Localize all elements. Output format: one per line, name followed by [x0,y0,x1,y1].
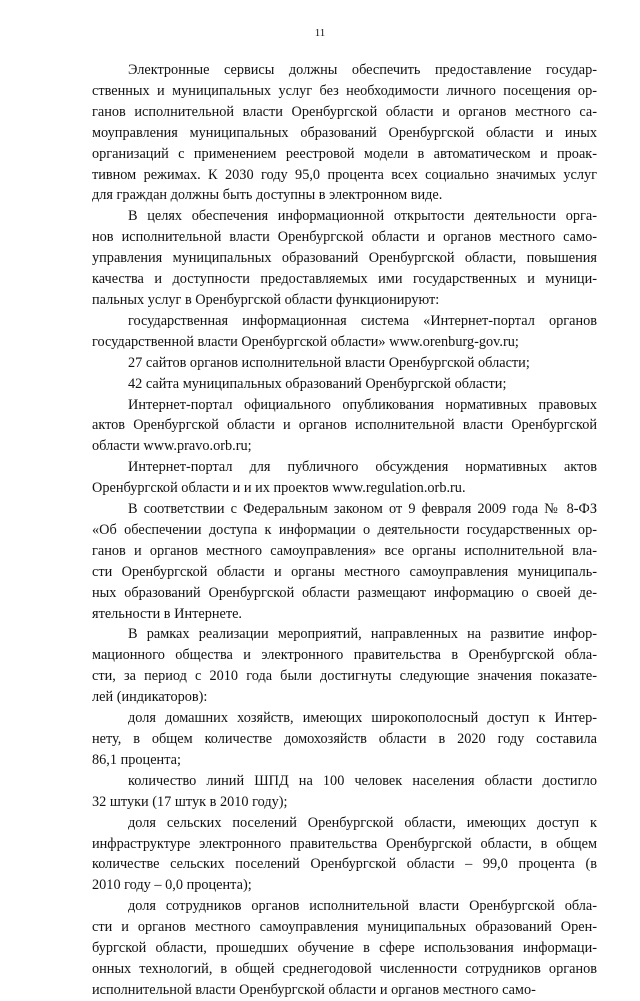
text-line: доля домашних хозяйств, имеющих широкополосный доступ к Интер- [128,710,597,727]
text-line: нов исполнительной власти Оренбургской области и органов местного само- [92,229,597,246]
text-line: «Об обеспечении доступа к информации о деятельности государственных ор- [92,521,597,538]
text-line: ятельности в Интернете. [92,605,243,622]
paragraph-sites-42 [92,374,597,395]
text-line: доля сотрудников органов исполнительной власти Оренбургской обла- [128,898,597,915]
text-line: ственных и муниципальных услуг без необходимости личного посещения ор- [92,82,597,99]
paragraph-portal-item [92,311,597,353]
text-line: организаций с применением реестровой модели в автоматическом и проак- [92,145,597,162]
text-line: области www.pravo.orb.ru; [92,438,252,455]
text-line: пальных услуг в Оренбургской области функционируют: [92,291,440,308]
text-line: доля сельских поселений Оренбургской области, имеющих доступ к [128,814,597,831]
text-line: инфраструктуре электронного правительства Оренбургской области, в общем [92,835,597,852]
text-line: 27 сайтов органов исполнительной власти Оренбургской области; [128,354,530,371]
paragraph-rural-settlements [92,813,597,897]
document-body [92,60,597,1001]
page-number: 11 [314,27,326,39]
text-line: тивном режимах. К 2030 году 95,0 процента всех социально значимых услуг [92,166,597,183]
text-line: В рамках реализации мероприятий, направленных на развитие инфор- [128,626,597,643]
paragraph-regulation-portal [92,457,597,499]
text-line: количество линий ШПД на 100 человек населения области достигло [128,772,597,789]
text-line: ганов и органов местного самоуправления» все органы исполнительной вла- [92,542,597,559]
text-line: моуправления муниципальных образований Оренбургской области и иных [92,124,597,141]
text-line: количестве сельских поселений Оренбургской области – 99,0 процента (в [92,856,597,873]
text-line: государственная информационная система «Интернет-портал органов [128,312,597,329]
text-line: исполнительной власти Оренбургской области и органов местного само- [92,981,536,998]
paragraph-measures [92,624,597,708]
paragraph-information-openness [92,206,597,311]
text-line: 2010 году – 0,0 процента); [92,877,252,894]
text-line: лей (индикаторов): [92,689,208,706]
text-line: мационного общества и электронного правительства в Оренбургской обла- [92,647,597,664]
text-line: В соответствии с Федеральным законом от 9 февраля 2009 года № 8-ФЗ [128,501,597,518]
paragraph-staff-training [92,896,597,1001]
text-line: Интернет-портал официального опубликования нормативных правовых [128,396,597,413]
text-line: Электронные сервисы должны обеспечить предоставление государ- [128,62,597,78]
text-line: государственной власти Оренбургской области» www.orenburg-gov.ru; [92,333,519,350]
text-line: качества и доступности предоставляемых ими государственных и муници- [92,271,597,288]
paragraph-sites-27 [92,353,597,374]
text-line: сти, за период с 2010 года были достигнуты следующие значения показате- [92,668,597,685]
text-line: ганов исполнительной власти Оренбургской области и органов местного са- [92,103,597,120]
text-line: Оренбургской области и и их проектов www.regulation.orb.ru. [92,480,466,497]
paragraph-pravo-portal [92,395,597,458]
text-line: для граждан должны быть доступны в электронном виде. [92,187,443,204]
text-line: 86,1 процента; [92,751,181,768]
paragraph-broadband-lines [92,771,597,813]
paragraph-electronic-services [92,60,597,206]
text-line: сти Оренбургской области и органы местного самоуправления муниципаль- [92,563,597,580]
text-line: бургской области, прошедших обучение в сфере использования информаци- [92,940,597,957]
text-line: сти и органов местного самоуправления муниципальных образований Орен- [92,919,597,936]
text-line: актов Оренбургской области и органов исполнительной власти Оренбургской [92,417,597,434]
text-line: ных образований Оренбургской области размещают информацию о своей де- [92,584,597,601]
text-line: управления муниципальных образований Оренбургской области, повышения [92,250,597,267]
text-line: 42 сайта муниципальных образований Оренбургской области; [128,375,507,392]
paragraph-federal-law [92,499,597,624]
text-line: онных технологий, в общей среднегодовой численности сотрудников органов [92,960,597,977]
text-line: Интернет-портал для публичного обсуждения нормативных актов [128,459,597,476]
text-line: В целях обеспечения информационной открытости деятельности орга- [128,208,597,225]
paragraph-broadband-share [92,708,597,771]
text-line: нету, в общем количестве домохозяйств области в 2020 году составила [92,731,597,747]
text-line: 32 штуки (17 штук в 2010 году); [92,793,288,810]
